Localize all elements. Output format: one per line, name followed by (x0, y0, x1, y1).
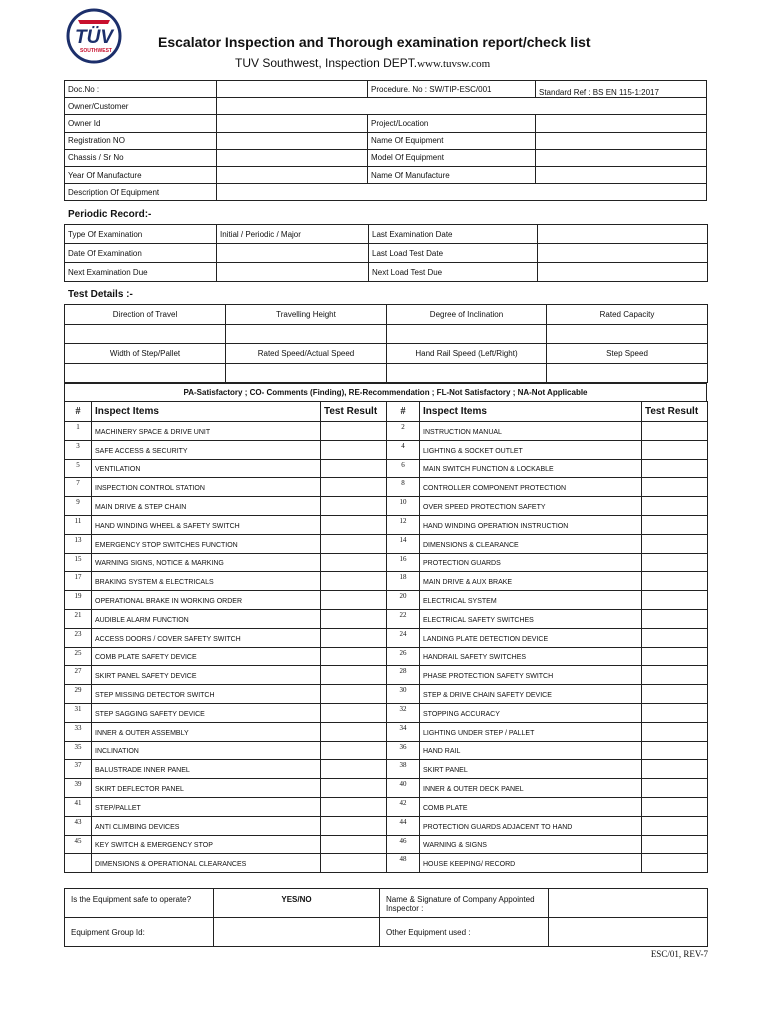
test-result-field[interactable] (321, 647, 387, 666)
item-number: 43 (65, 816, 92, 835)
test-result-field[interactable] (321, 685, 387, 704)
item-number: 34 (387, 722, 420, 741)
other-equipment-field[interactable] (549, 918, 708, 947)
chassis-field[interactable] (217, 149, 368, 166)
table-row (65, 422, 708, 441)
inspect-item: HAND WINDING WHEEL & SAFETY SWITCH (92, 515, 321, 534)
chassis-label: Chassis / Sr No (65, 149, 217, 166)
test-result-field[interactable] (642, 422, 708, 441)
table-row (65, 98, 707, 115)
table-header-row (65, 402, 708, 422)
item-number: 20 (387, 591, 420, 610)
table-row (65, 363, 708, 383)
test-details-heading: Test Details :- (68, 289, 133, 300)
inspect-item: STOPPING ACCURACY (420, 703, 642, 722)
hand-rail-speed-label: Hand Rail Speed (Left/Right) (387, 344, 547, 364)
test-result-field[interactable] (642, 797, 708, 816)
inspect-item: STEP MISSING DETECTOR SWITCH (92, 685, 321, 704)
item-number: 21 (65, 609, 92, 628)
item-number: 44 (387, 816, 420, 835)
table-row (65, 816, 708, 835)
doc-no-field[interactable] (217, 81, 368, 98)
other-equipment-label: Other Equipment used : (380, 918, 549, 947)
test-result-field[interactable] (642, 459, 708, 478)
table-row (65, 244, 708, 263)
item-number: 5 (65, 459, 92, 478)
test-result-field[interactable] (321, 497, 387, 516)
item-number: 6 (387, 459, 420, 478)
test-result-field[interactable] (321, 835, 387, 854)
item-number: 18 (387, 572, 420, 591)
item-number: 38 (387, 760, 420, 779)
owner-id-label: Owner Id (65, 115, 217, 132)
table-row (65, 760, 708, 779)
date-of-exam-label: Date Of Examination (65, 244, 217, 263)
table-row (65, 628, 708, 647)
test-result-field[interactable] (321, 760, 387, 779)
periodic-record-heading: Periodic Record:- (68, 209, 152, 220)
table-row (65, 835, 708, 854)
last-exam-date-label: Last Examination Date (369, 225, 538, 244)
item-number (65, 854, 92, 873)
item-number: 15 (65, 553, 92, 572)
test-result-field[interactable] (321, 572, 387, 591)
direction-of-travel-label: Direction of Travel (65, 305, 226, 325)
inspect-item: PHASE PROTECTION SAFETY SWITCH (420, 666, 642, 685)
item-number: 7 (65, 478, 92, 497)
tuv-logo (64, 8, 124, 64)
item-number: 22 (387, 609, 420, 628)
year-of-manufacture-field[interactable] (217, 166, 368, 183)
name-of-manufacture-field[interactable] (536, 166, 707, 183)
test-result-field[interactable] (642, 572, 708, 591)
inspect-item: HANDRAIL SAFETY SWITCHES (420, 647, 642, 666)
item-number: 48 (387, 854, 420, 873)
table-row (65, 263, 708, 282)
inspect-item: EMERGENCY STOP SWITCHES FUNCTION (92, 534, 321, 553)
inspect-item: PROTECTION GUARDS ADJACENT TO HAND (420, 816, 642, 835)
result-legend: PA-Satisfactory ; CO- Comments (Finding), RE-Recommendation ; FL-Not Satisfactory ; NA-Not Applicable (65, 384, 707, 402)
procedure-label: Procedure. No : SW/TIP-ESC/001 (368, 81, 536, 98)
name-of-equipment-label: Name Of Equipment (368, 132, 536, 149)
inspect-item: SKIRT PANEL SAFETY DEVICE (92, 666, 321, 685)
next-load-test-due-field[interactable] (538, 263, 708, 282)
safety-signature-table (64, 888, 708, 947)
last-exam-date-field[interactable] (538, 225, 708, 244)
width-of-step-field[interactable] (65, 363, 226, 383)
right-items-header: Inspect Items (420, 402, 642, 422)
model-of-equipment-label: Model Of Equipment (368, 149, 536, 166)
inspect-item: CONTROLLER COMPONENT PROTECTION (420, 478, 642, 497)
test-result-field[interactable] (321, 666, 387, 685)
item-number: 46 (387, 835, 420, 854)
inspect-item: ELECTRICAL SAFETY SWITCHES (420, 609, 642, 628)
table-row (65, 854, 708, 873)
test-result-field[interactable] (642, 835, 708, 854)
report-title: Escalator Inspection and Thorough examination report/check list (158, 34, 591, 50)
inspect-item: LIGHTING UNDER STEP / PALLET (420, 722, 642, 741)
test-result-field[interactable] (321, 779, 387, 798)
item-number: 31 (65, 703, 92, 722)
table-row (65, 184, 707, 201)
logo-subtext: SOUTHWEST (80, 48, 112, 54)
table-row (65, 478, 708, 497)
right-number-header: # (387, 402, 420, 422)
registration-no-field[interactable] (217, 132, 368, 149)
item-number: 40 (387, 779, 420, 798)
test-result-field[interactable] (321, 741, 387, 760)
description-field[interactable] (217, 184, 707, 201)
item-number: 19 (65, 591, 92, 610)
test-result-field[interactable] (642, 440, 708, 459)
inspect-item: OVER SPEED PROTECTION SAFETY (420, 497, 642, 516)
inspect-item: MAIN DRIVE & STEP CHAIN (92, 497, 321, 516)
table-row (65, 685, 708, 704)
inspect-item: INSPECTION CONTROL STATION (92, 478, 321, 497)
test-result-field[interactable] (642, 515, 708, 534)
table-row (65, 384, 707, 402)
inspect-item: COMB PLATE (420, 797, 642, 816)
item-number: 45 (65, 835, 92, 854)
test-details-table (64, 304, 708, 383)
test-result-field[interactable] (642, 703, 708, 722)
inspect-item: HAND WINDING OPERATION INSTRUCTION (420, 515, 642, 534)
table-row (65, 722, 708, 741)
inspect-item: LANDING PLATE DETECTION DEVICE (420, 628, 642, 647)
table-row (65, 149, 707, 166)
year-of-manufacture-label: Year Of Manufacture (65, 166, 217, 183)
inspect-item: LIGHTING & SOCKET OUTLET (420, 440, 642, 459)
item-number: 27 (65, 666, 92, 685)
tuv-logo-graphic (64, 8, 124, 64)
test-result-field[interactable] (321, 722, 387, 741)
test-result-field[interactable] (642, 628, 708, 647)
legend-table (64, 383, 707, 402)
test-result-field[interactable] (321, 628, 387, 647)
table-row (65, 132, 707, 149)
table-row (65, 534, 708, 553)
item-number: 2 (387, 422, 420, 441)
inspect-item: WARNING & SIGNS (420, 835, 642, 854)
table-row (65, 440, 708, 459)
direction-of-travel-field[interactable] (65, 324, 226, 344)
inspector-signature-field[interactable] (549, 889, 708, 918)
yes-no-field[interactable]: YES/NO (214, 889, 380, 918)
inspect-item: SKIRT DEFLECTOR PANEL (92, 779, 321, 798)
item-number: 14 (387, 534, 420, 553)
item-number: 41 (65, 797, 92, 816)
item-number: 11 (65, 515, 92, 534)
last-load-test-label: Last Load Test Date (369, 244, 538, 263)
test-result-field[interactable] (321, 609, 387, 628)
item-number: 3 (65, 440, 92, 459)
test-result-field[interactable] (321, 478, 387, 497)
test-result-field[interactable] (642, 760, 708, 779)
rated-speed-label: Rated Speed/Actual Speed (226, 344, 387, 364)
right-result-header: Test Result (642, 402, 708, 422)
table-row (65, 459, 708, 478)
travelling-height-label: Travelling Height (226, 305, 387, 325)
item-number: 36 (387, 741, 420, 760)
step-speed-field[interactable] (547, 363, 708, 383)
table-row (65, 115, 707, 132)
description-label: Description Of Equipment (65, 184, 217, 201)
test-result-field[interactable] (321, 440, 387, 459)
inspect-item: STEP & DRIVE CHAIN SAFETY DEVICE (420, 685, 642, 704)
document-info-table (64, 80, 707, 201)
step-speed-label: Step Speed (547, 344, 708, 364)
owner-customer-label: Owner/Customer (65, 98, 217, 115)
item-number: 16 (387, 553, 420, 572)
logo-text: TÜV (75, 27, 113, 48)
type-of-exam-label: Type Of Examination (65, 225, 217, 244)
table-row (65, 647, 708, 666)
inspect-item: INNER & OUTER ASSEMBLY (92, 722, 321, 741)
document-revision-code: ESC/01, REV-7 (650, 949, 708, 959)
test-result-field[interactable] (642, 591, 708, 610)
test-result-field[interactable] (642, 534, 708, 553)
table-row (65, 305, 708, 325)
table-row (65, 741, 708, 760)
item-number: 42 (387, 797, 420, 816)
registration-no-label: Registration NO (65, 132, 217, 149)
type-of-exam-value[interactable]: Initial / Periodic / Major (217, 225, 369, 244)
owner-id-field[interactable] (217, 115, 368, 132)
inspect-item: OPERATIONAL BRAKE IN WORKING ORDER (92, 591, 321, 610)
test-result-field[interactable] (321, 854, 387, 873)
degree-of-inclination-label: Degree of Inclination (387, 305, 547, 325)
inspect-item: BRAKING SYSTEM & ELECTRICALS (92, 572, 321, 591)
item-number: 4 (387, 440, 420, 459)
inspect-item: HAND RAIL (420, 741, 642, 760)
inspect-item: STEP SAGGING SAFETY DEVICE (92, 703, 321, 722)
inspect-item: HOUSE KEEPING/ RECORD (420, 854, 642, 873)
item-number: 23 (65, 628, 92, 647)
item-number: 13 (65, 534, 92, 553)
table-row (65, 889, 708, 918)
inspect-item: PROTECTION GUARDS (420, 553, 642, 572)
table-row (65, 553, 708, 572)
inspect-item: COMB PLATE SAFETY DEVICE (92, 647, 321, 666)
inspect-item: DIMENSIONS & CLEARANCE (420, 534, 642, 553)
test-result-field[interactable] (642, 854, 708, 873)
width-of-step-label: Width of Step/Pallet (65, 344, 226, 364)
inspect-item: VENTILATION (92, 459, 321, 478)
item-number: 10 (387, 497, 420, 516)
table-row (65, 591, 708, 610)
equipment-group-id-label: Equipment Group Id: (65, 918, 214, 947)
inspect-item: STEP/PALLET (92, 797, 321, 816)
inspection-items-table (64, 401, 708, 873)
website-link[interactable]: www.tuvsw.com (417, 58, 491, 70)
inspect-item: SAFE ACCESS & SECURITY (92, 440, 321, 459)
item-number: 8 (387, 478, 420, 497)
test-result-field[interactable] (642, 741, 708, 760)
item-number: 29 (65, 685, 92, 704)
item-number: 26 (387, 647, 420, 666)
project-location-label: Project/Location (368, 115, 536, 132)
next-load-test-due-label: Next Load Test Due (369, 263, 538, 282)
table-row (65, 572, 708, 591)
test-result-field[interactable] (642, 816, 708, 835)
test-result-field[interactable] (642, 478, 708, 497)
test-result-field[interactable] (642, 553, 708, 572)
item-number: 28 (387, 666, 420, 685)
item-number: 39 (65, 779, 92, 798)
table-row (65, 918, 708, 947)
left-number-header: # (65, 402, 92, 422)
test-result-field[interactable] (321, 797, 387, 816)
rated-capacity-field[interactable] (547, 324, 708, 344)
table-row (65, 703, 708, 722)
owner-customer-field[interactable] (217, 98, 707, 115)
item-number: 35 (65, 741, 92, 760)
item-number: 32 (387, 703, 420, 722)
item-number: 30 (387, 685, 420, 704)
test-result-field[interactable] (321, 459, 387, 478)
table-row (65, 609, 708, 628)
test-result-field[interactable] (321, 816, 387, 835)
equipment-group-id-field[interactable] (214, 918, 380, 947)
test-result-field[interactable] (642, 779, 708, 798)
inspect-item: MAIN SWITCH FUNCTION & LOCKABLE (420, 459, 642, 478)
item-number: 33 (65, 722, 92, 741)
model-of-equipment-field[interactable] (536, 149, 707, 166)
rated-speed-field[interactable] (226, 363, 387, 383)
test-result-field[interactable] (321, 515, 387, 534)
inspect-item: MACHINERY SPACE & DRIVE UNIT (92, 422, 321, 441)
hand-rail-speed-field[interactable] (387, 363, 547, 383)
item-number: 25 (65, 647, 92, 666)
periodic-record-table (64, 224, 708, 282)
inspect-item: INCLINATION (92, 741, 321, 760)
inspect-item: DIMENSIONS & OPERATIONAL CLEARANCES (92, 854, 321, 873)
test-result-field[interactable] (321, 591, 387, 610)
next-exam-due-field[interactable] (217, 263, 369, 282)
inspect-item: BALUSTRADE INNER PANEL (92, 760, 321, 779)
test-result-field[interactable] (642, 722, 708, 741)
test-result-field[interactable] (321, 703, 387, 722)
project-location-field[interactable] (536, 115, 707, 132)
table-row (65, 779, 708, 798)
degree-of-inclination-field[interactable] (387, 324, 547, 344)
inspect-item: AUDIBLE ALARM FUNCTION (92, 609, 321, 628)
test-result-field[interactable] (321, 422, 387, 441)
item-number: 1 (65, 422, 92, 441)
test-result-field[interactable] (642, 685, 708, 704)
item-number: 17 (65, 572, 92, 591)
item-number: 12 (387, 515, 420, 534)
item-number: 37 (65, 760, 92, 779)
table-row (65, 515, 708, 534)
inspector-signature-label: Name & Signature of Company Appointed Inspector : (380, 889, 549, 918)
table-row (65, 666, 708, 685)
left-result-header: Test Result (321, 402, 387, 422)
inspect-item: MAIN DRIVE & AUX BRAKE (420, 572, 642, 591)
travelling-height-field[interactable] (226, 324, 387, 344)
inspect-item: SKIRT PANEL (420, 760, 642, 779)
test-result-field[interactable] (642, 497, 708, 516)
inspect-item: ACCESS DOORS / COVER SAFETY SWITCH (92, 628, 321, 647)
name-of-equipment-field[interactable] (536, 132, 707, 149)
table-row (65, 497, 708, 516)
date-of-exam-field[interactable] (217, 244, 369, 263)
test-result-field[interactable] (321, 553, 387, 572)
name-of-manufacture-label: Name Of Manufacture (368, 166, 536, 183)
test-result-field[interactable] (642, 647, 708, 666)
table-row (65, 324, 708, 344)
table-row (65, 225, 708, 244)
inspect-item: KEY SWITCH & EMERGENCY STOP (92, 835, 321, 854)
last-load-test-field[interactable] (538, 244, 708, 263)
item-number: 24 (387, 628, 420, 647)
inspect-item: INSTRUCTION MANUAL (420, 422, 642, 441)
inspect-item: WARNING SIGNS, NOTICE & MARKING (92, 553, 321, 572)
next-exam-due-label: Next Examination Due (65, 263, 217, 282)
inspect-item: ELECTRICAL SYSTEM (420, 591, 642, 610)
test-result-field[interactable] (642, 666, 708, 685)
inspect-item: ANTI CLIMBING DEVICES (92, 816, 321, 835)
report-subtitle (235, 56, 490, 70)
rated-capacity-label: Rated Capacity (547, 305, 708, 325)
table-row (65, 166, 707, 183)
table-row (65, 344, 708, 364)
standard-label: Standard Ref : BS EN 115-1:2017 (536, 81, 707, 98)
inspect-item: INNER & OUTER DECK PANEL (420, 779, 642, 798)
table-row (65, 797, 708, 816)
safe-to-operate-label: Is the Equipment safe to operate? (65, 889, 214, 918)
test-result-field[interactable] (642, 609, 708, 628)
doc-no-label: Doc.No : (65, 81, 217, 98)
left-items-header: Inspect Items (92, 402, 321, 422)
test-result-field[interactable] (321, 534, 387, 553)
table-row (65, 81, 707, 98)
item-number: 9 (65, 497, 92, 516)
subtitle-dept: TUV Southwest, Inspection DEPT. (235, 56, 418, 70)
